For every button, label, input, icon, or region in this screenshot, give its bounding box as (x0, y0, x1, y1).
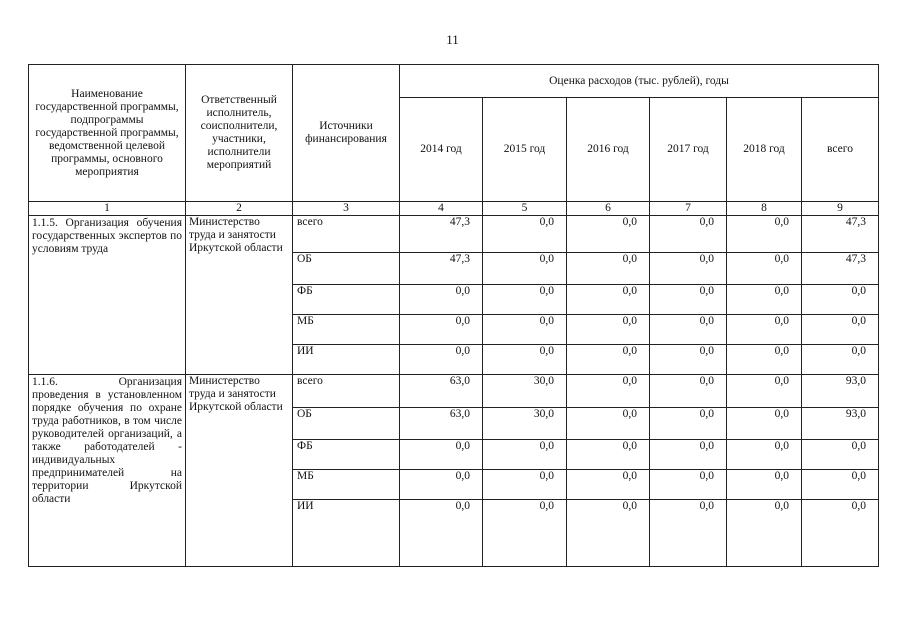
year-value: 0,0 (650, 253, 727, 285)
header-year-2017: 2017 год (650, 98, 727, 202)
year-value: 0,0 (483, 470, 567, 500)
year-value: 0,0 (483, 253, 567, 285)
year-value: 0,0 (727, 253, 802, 285)
year-value: 0,0 (567, 408, 650, 440)
column-number: 2 (186, 202, 293, 216)
year-value: 63,0 (400, 408, 483, 440)
funding-source: ФБ (293, 285, 400, 315)
year-value: 0,0 (650, 440, 727, 470)
column-number: 4 (400, 202, 483, 216)
year-value: 0,0 (567, 440, 650, 470)
year-value: 0,0 (567, 315, 650, 345)
header-year-2014: 2014 год (400, 98, 483, 202)
total-value: 0,0 (802, 440, 879, 470)
header-sources: Источники финансирования (293, 65, 400, 202)
budget-table (28, 64, 879, 567)
funding-source: МБ (293, 470, 400, 500)
year-value: 0,0 (650, 315, 727, 345)
table-row (29, 375, 879, 408)
year-value: 0,0 (727, 375, 802, 408)
year-value: 0,0 (567, 285, 650, 315)
year-value: 0,0 (727, 315, 802, 345)
header-year-2016: 2016 год (567, 98, 650, 202)
year-value: 63,0 (400, 375, 483, 408)
funding-source: МБ (293, 315, 400, 345)
year-value: 0,0 (727, 216, 802, 253)
column-number: 5 (483, 202, 567, 216)
year-value: 0,0 (483, 315, 567, 345)
year-value: 0,0 (650, 408, 727, 440)
year-value: 0,0 (567, 470, 650, 500)
year-value: 0,0 (400, 470, 483, 500)
year-value: 0,0 (483, 285, 567, 315)
funding-source: всего (293, 375, 400, 408)
total-value: 93,0 (802, 408, 879, 440)
funding-source: ИИ (293, 345, 400, 375)
total-value: 0,0 (802, 500, 879, 567)
activity-executor: Министерство труда и занятости Иркутской области (186, 216, 293, 375)
header-estimate: Оценка расходов (тыс. рублей), годы (400, 65, 879, 98)
year-value: 0,0 (567, 375, 650, 408)
total-value: 47,3 (802, 216, 879, 253)
header-year-2015: 2015 год (483, 98, 567, 202)
year-value: 30,0 (483, 375, 567, 408)
year-value: 30,0 (483, 408, 567, 440)
activity-name: 1.1.5. Организация обучения государственных экспертов по условиям труда (29, 216, 186, 375)
year-value: 0,0 (567, 216, 650, 253)
year-value: 0,0 (727, 408, 802, 440)
header-total: всего (802, 98, 879, 202)
total-value: 0,0 (802, 285, 879, 315)
year-value: 0,0 (483, 216, 567, 253)
year-value: 0,0 (483, 440, 567, 470)
table-row (29, 216, 879, 253)
year-value: 0,0 (567, 253, 650, 285)
year-value: 0,0 (727, 345, 802, 375)
year-value: 0,0 (567, 345, 650, 375)
year-value: 0,0 (567, 500, 650, 567)
total-value: 47,3 (802, 253, 879, 285)
year-value: 0,0 (727, 500, 802, 567)
year-value: 0,0 (650, 216, 727, 253)
funding-source: ОБ (293, 253, 400, 285)
year-value: 0,0 (400, 285, 483, 315)
funding-source: ОБ (293, 408, 400, 440)
header-year-2018: 2018 год (727, 98, 802, 202)
total-value: 0,0 (802, 470, 879, 500)
year-value: 0,0 (727, 285, 802, 315)
header-executor: Ответственный исполнитель, соисполнители, участники, исполнители мероприятий (186, 65, 293, 202)
year-value: 0,0 (650, 375, 727, 408)
column-number-row (29, 202, 879, 216)
activity-name: 1.1.6. Организация проведения в установленном порядке обучения по охране труда работников, в том числе руководителей организаций, а также работодателей - индивидуальных предпринимателей на территории Иркутской области (29, 375, 186, 567)
year-value: 0,0 (650, 285, 727, 315)
column-number: 9 (802, 202, 879, 216)
year-value: 47,3 (400, 253, 483, 285)
year-value: 0,0 (400, 345, 483, 375)
funding-source: всего (293, 216, 400, 253)
year-value: 0,0 (650, 345, 727, 375)
year-value: 0,0 (727, 470, 802, 500)
column-number: 7 (650, 202, 727, 216)
year-value: 0,0 (483, 345, 567, 375)
year-value: 0,0 (400, 440, 483, 470)
year-value: 0,0 (650, 470, 727, 500)
column-number: 3 (293, 202, 400, 216)
total-value: 93,0 (802, 375, 879, 408)
header-name: Наименование государственной программы, подпрограммы государственной программы, ведомственной целевой программы, основного мероприятия (29, 65, 186, 202)
year-value: 0,0 (400, 500, 483, 567)
year-value: 0,0 (400, 315, 483, 345)
funding-source: ФБ (293, 440, 400, 470)
funding-source: ИИ (293, 500, 400, 567)
table-body (29, 216, 879, 567)
page-number: 11 (446, 32, 459, 47)
column-number: 6 (567, 202, 650, 216)
year-value: 0,0 (650, 500, 727, 567)
year-value: 0,0 (727, 440, 802, 470)
column-number: 1 (29, 202, 186, 216)
total-value: 0,0 (802, 345, 879, 375)
year-value: 0,0 (483, 500, 567, 567)
total-value: 0,0 (802, 315, 879, 345)
column-number: 8 (727, 202, 802, 216)
activity-executor: Министерство труда и занятости Иркутской области (186, 375, 293, 567)
year-value: 47,3 (400, 216, 483, 253)
